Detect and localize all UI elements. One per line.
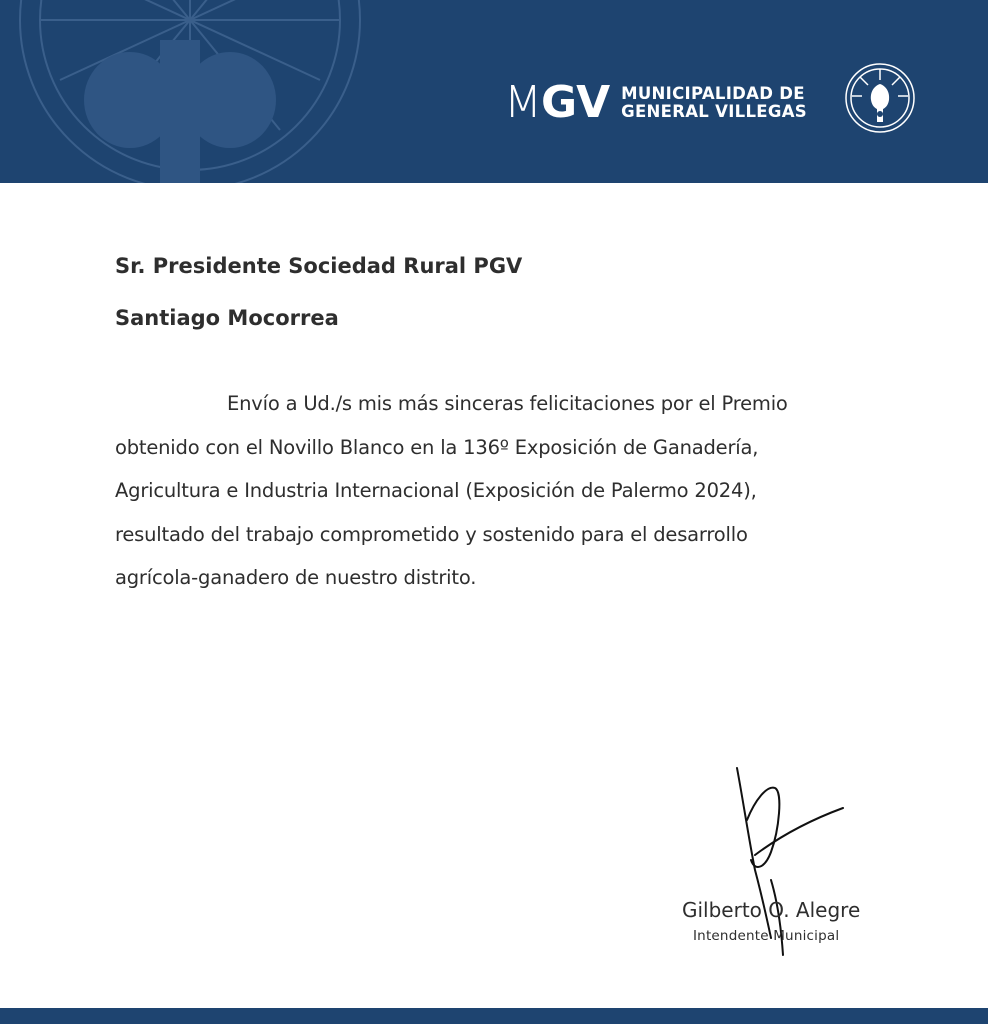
logo-mark-gv: GV <box>540 77 610 128</box>
municipality-logo <box>504 78 807 128</box>
body-line-5: agrícola-ganadero de nuestro distrito. <box>115 566 477 589</box>
recipient-name: Santiago Mocorrea <box>115 306 339 330</box>
municipal-seal-icon <box>844 62 916 134</box>
municipal-seal-watermark <box>0 0 380 183</box>
logo-name-line1: MUNICIPALIDAD DE <box>621 84 805 103</box>
letterhead-header <box>0 0 988 183</box>
recipient-block <box>115 240 522 344</box>
recipient-title: Sr. Presidente Sociedad Rural PGV <box>115 254 523 278</box>
logo-wordmark <box>621 85 807 121</box>
footer-bar <box>0 1008 988 1024</box>
body-line-3: Agricultura e Industria Internacional (Exposición de Palermo 2024), <box>115 479 757 502</box>
logo-name-line2: GENERAL VILLEGAS <box>621 102 807 121</box>
logo-mark <box>504 77 610 128</box>
signer-name: Gilberto O. Alegre <box>682 898 861 922</box>
letter-body <box>115 382 875 600</box>
body-line-1-text: Envío a Ud./s mis más sinceras felicitaciones por el Premio <box>227 392 788 415</box>
body-line-2: obtenido con el Novillo Blanco en la 136º Exposición de Ganadería, <box>115 435 759 459</box>
body-line-4: resultado del trabajo comprometido y sostenido para el desarrollo <box>115 522 748 546</box>
body-line-1 <box>115 382 875 426</box>
logo-mark-m: M <box>504 77 541 128</box>
signer-title: Intendente Municipal <box>693 928 840 944</box>
